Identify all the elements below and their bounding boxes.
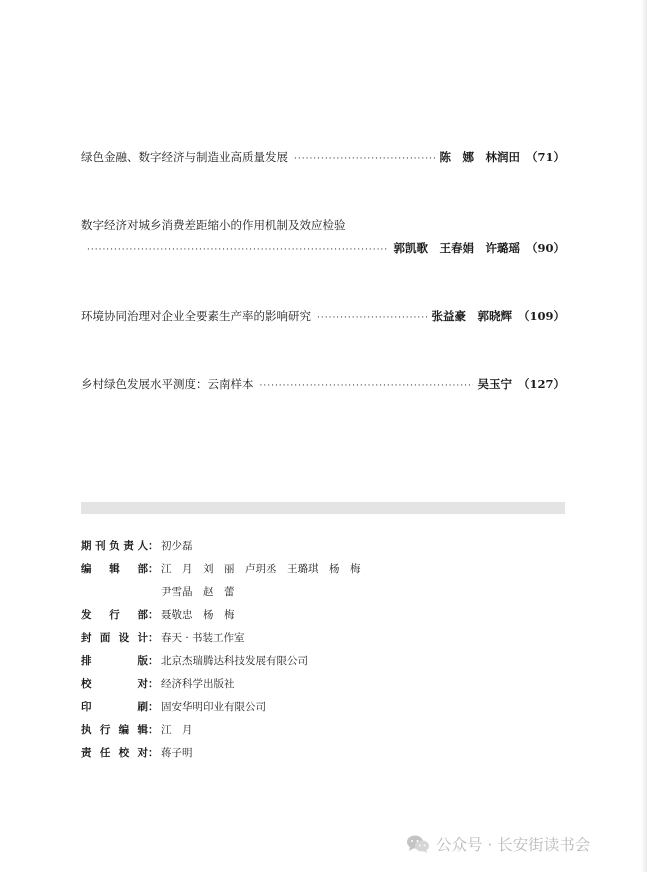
masthead-value: 经济科学出版社 (161, 678, 235, 690)
toc-authors: 陈 娜 林润田 (439, 150, 520, 164)
masthead-row (81, 676, 501, 699)
toc-entry[interactable] (81, 217, 565, 258)
toc-page-number: （71） (525, 150, 565, 164)
masthead-label: 排 版 (81, 655, 148, 667)
toc-title: 绿色金融、数字经济与制造业高质量发展 (81, 150, 288, 164)
masthead-label: 校 对 (81, 678, 148, 690)
masthead-value: 蒋子明 (161, 747, 193, 759)
toc-entry[interactable] (81, 149, 565, 167)
toc-authors: 吴玉宁 (477, 377, 512, 391)
toc-title: 数字经济对城乡消费差距缩小的作用机制及效应检验 (81, 218, 346, 232)
toc-entry[interactable] (81, 308, 565, 326)
masthead-row (81, 653, 501, 676)
masthead-label: 发 行 部 (81, 609, 148, 621)
toc-page-number: （90） (525, 241, 565, 255)
masthead-colon: ： (148, 747, 159, 759)
masthead-row (81, 561, 501, 584)
masthead-value: 春天 · 书装工作室 (161, 632, 245, 644)
toc-page-number: （109） (517, 309, 565, 323)
toc-authors: 张益豪 郭晓辉 (431, 309, 512, 323)
masthead-colon: ： (148, 724, 159, 736)
masthead-row (81, 745, 501, 768)
wechat-icon (406, 834, 430, 854)
masthead-colon: ： (148, 563, 159, 575)
masthead-value: 江 月 (161, 724, 193, 736)
toc-entry[interactable] (81, 376, 565, 394)
watermark (406, 833, 590, 855)
masthead-label: 期刊负责人 (81, 540, 148, 552)
masthead-value: 聂敬忠 杨 梅 (161, 609, 235, 621)
masthead-colon: ： (148, 655, 159, 667)
masthead-label: 执行编辑 (81, 724, 148, 736)
toc-title: 环境协同治理对企业全要素生产率的影响研究 (81, 309, 311, 323)
toc-page-number: （127） (517, 377, 565, 391)
masthead-colon: ： (148, 540, 159, 552)
masthead-row (81, 584, 501, 607)
masthead-colon: ： (148, 701, 159, 713)
masthead-row (81, 699, 501, 722)
masthead-value: 固安华明印业有限公司 (161, 701, 266, 713)
toc-leader-dots (87, 242, 389, 258)
masthead-label: 责任校对 (81, 747, 148, 759)
toc-title: 乡村绿色发展水平测度：云南样本 (81, 377, 254, 391)
watermark-text: 公众号 · 长安街读书会 (436, 836, 591, 854)
masthead-row (81, 607, 501, 630)
masthead-value: 北京杰瑞腾达科技发展有限公司 (161, 655, 308, 667)
masthead-colon: ： (148, 678, 159, 690)
toc-authors: 郭凯歌 王春娟 许璐瑶 (393, 241, 520, 255)
masthead (81, 538, 501, 768)
masthead-row (81, 630, 501, 653)
masthead-value: 初少磊 (161, 540, 193, 552)
section-divider-bar (81, 502, 565, 514)
toc-leader-dots (294, 151, 435, 167)
masthead-value: 尹雪晶 赵 蕾 (161, 586, 235, 598)
toc-leader-dots (317, 310, 427, 326)
masthead-label: 封面设计 (81, 632, 148, 644)
page-edge-shadow (641, 0, 647, 872)
masthead-colon: ： (148, 609, 159, 621)
masthead-row (81, 538, 501, 561)
masthead-label: 印 刷 (81, 701, 148, 713)
masthead-row (81, 722, 501, 745)
toc-leader-dots (260, 378, 474, 394)
masthead-value: 江 月 刘 丽 卢玥丞 王璐琪 杨 梅 (161, 563, 361, 575)
masthead-label: 编 辑 部 (81, 563, 148, 575)
masthead-colon: ： (148, 632, 159, 644)
